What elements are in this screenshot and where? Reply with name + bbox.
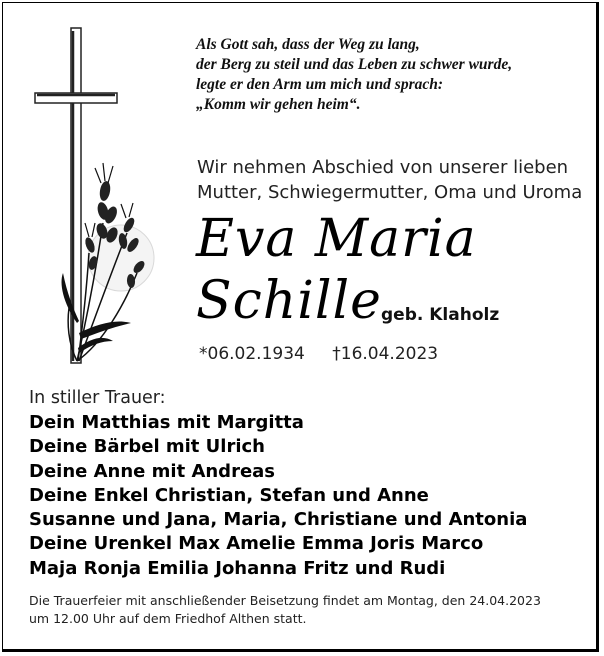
intro-line: Mutter, Schwiegermutter, Oma und Uroma xyxy=(197,182,583,203)
mourner-line: Deine Enkel Christian, Stefan und Anne xyxy=(29,484,429,506)
mourners-list xyxy=(29,411,589,581)
mourner-line: Deine Urenkel Max Amelie Emma Joris Marco xyxy=(29,533,484,555)
birth-date: *06.02.1934 xyxy=(199,344,305,364)
poem-line: „Komm wir gehen heim“. xyxy=(196,96,361,113)
mourning-label: In stiller Trauer: xyxy=(29,388,166,408)
mourner-line: Deine Bärbel mit Ulrich xyxy=(29,436,265,458)
obituary-card xyxy=(2,2,599,652)
farewell-intro xyxy=(197,155,597,205)
poem-line: legte er den Arm um mich und sprach: xyxy=(196,76,444,93)
poem xyxy=(196,35,576,115)
cross-with-wheat-icon xyxy=(33,23,173,368)
mourner-line: Dein Matthias mit Margitta xyxy=(29,412,304,433)
intro-line: Wir nehmen Abschied von unserer lieben xyxy=(197,157,569,178)
life-dates xyxy=(199,344,460,364)
death-date: †16.04.2023 xyxy=(332,344,439,364)
funeral-notice-line: um 12.00 Uhr auf dem Friedhof Althen statt. xyxy=(29,611,307,626)
funeral-notice xyxy=(29,592,589,628)
mourner-line: Deine Anne mit Andreas xyxy=(29,460,276,482)
funeral-notice-line: Die Trauerfeier mit anschließender Beisetzung findet am Montag, den 24.04.2023 xyxy=(29,593,541,608)
poem-line: der Berg zu steil und das Leben zu schwer wurde, xyxy=(196,56,513,73)
mourner-line: Maja Ronja Emilia Johanna Fritz und Rudi xyxy=(29,557,446,579)
mourner-line: Susanne und Jana, Maria, Christiane und Antonia xyxy=(29,509,528,531)
deceased-first-names: Eva Maria xyxy=(196,209,477,269)
deceased-surname: Schille xyxy=(196,271,382,331)
poem-line: Als Gott sah, dass der Weg zu lang, xyxy=(196,36,420,53)
birth-name: geb. Klaholz xyxy=(381,305,500,325)
